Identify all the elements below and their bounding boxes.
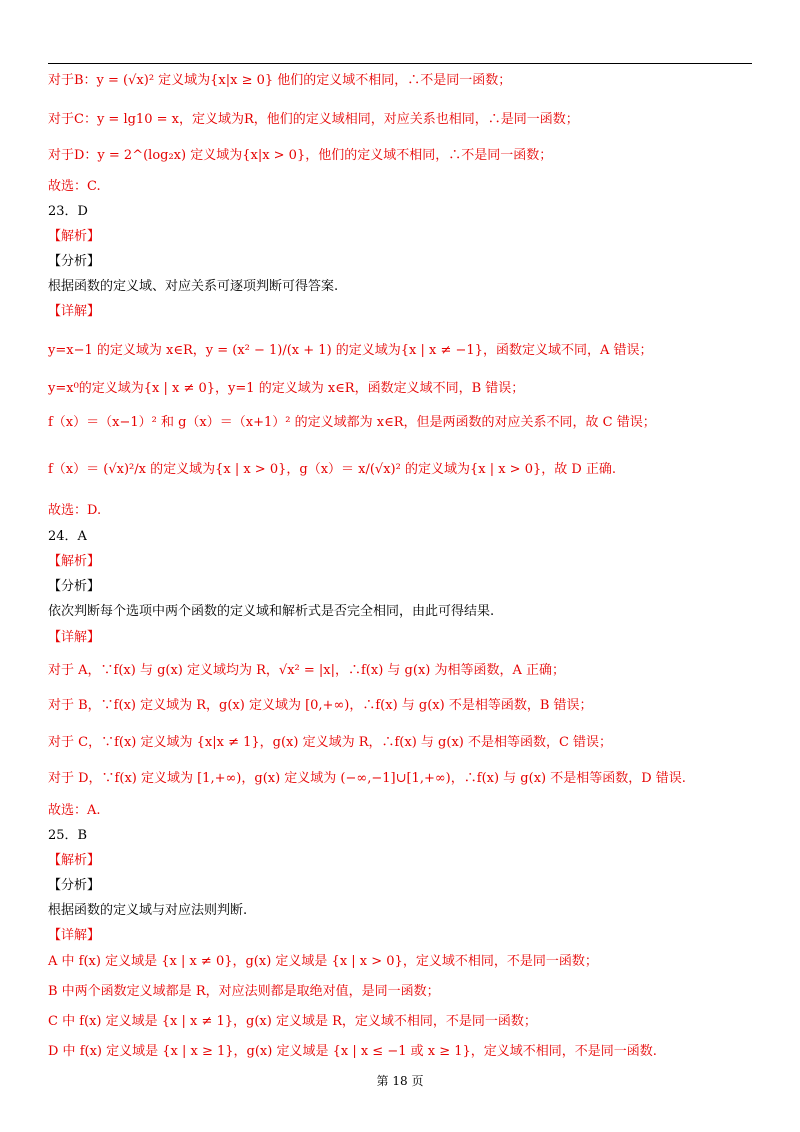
text-line: C 中 f(x) 定义域是 {x | x ≠ 1}，g(x) 定义域是 R，定义域不相同，不是同一函数； <box>48 1014 537 1029</box>
section-label: 【详解】 <box>48 928 101 943</box>
text-line: 对于B：y = (√x)² 定义域为{x|x ≥ 0} 他们的定义域不相同，∴不是同一函数； <box>48 73 512 88</box>
section-label: 【解析】 <box>48 853 101 868</box>
text-line: 依次判断每个选项中两个函数的定义域和解析式是否完全相同，由此可得结果. <box>48 604 495 619</box>
section-label: 【分析】 <box>48 254 101 269</box>
header-rule <box>48 63 752 64</box>
text-line: 对于 A，∵f(x) 与 g(x) 定义域均为 R，√x² = |x|，∴f(x) 与 g(x) 为相等函数，A 正确； <box>48 663 565 678</box>
section-label: 【详解】 <box>48 304 101 319</box>
section-label: 【解析】 <box>48 554 101 569</box>
text-line: 故选：C. <box>48 179 101 194</box>
section-label: 【详解】 <box>48 630 101 645</box>
question-number: 25．B <box>48 828 88 843</box>
text-line: 故选：D. <box>48 503 102 518</box>
text-line: f（x）＝ (√x)²/x 的定义域为{x | x > 0}，g（x）＝ x/(√x)² 的定义域为{x | x > 0}，故 D 正确. <box>48 462 617 477</box>
page-number: 第 18 页 <box>376 1074 424 1088</box>
text-line: 对于D：y = 2^(log₂x) 定义域为{x|x > 0}，他们的定义域不相同，∴不是同一函数； <box>48 148 553 163</box>
question-number: 23．D <box>48 204 88 219</box>
text-line: y=x⁰的定义域为{x | x ≠ 0}，y=1 的定义域为 x∈R，函数定义域不同，B 错误； <box>48 381 525 396</box>
text-line: 根据函数的定义域、对应关系可逐项判断可得答案. <box>48 279 339 294</box>
text-line: 对于 C，∵f(x) 定义域为 {x|x ≠ 1}，g(x) 定义域为 R，∴f(x) 与 g(x) 不是相等函数，C 错误； <box>48 735 613 750</box>
text-line: D 中 f(x) 定义域是 {x | x ≥ 1}，g(x) 定义域是 {x | x ≤ −1 或 x ≥ 1}，定义域不相同，不是同一函数. <box>48 1044 657 1059</box>
text-line: 对于 D，∵f(x) 定义域为 [1,+∞)，g(x) 定义域为 (−∞,−1]∪[1,+∞)，∴f(x) 与 g(x) 不是相等函数，D 错误. <box>48 771 686 786</box>
section-label: 【分析】 <box>48 878 101 893</box>
text-line: 对于C：y = lg10 = x，定义域为R，他们的定义域相同，对应关系也相同，∴是同一函数； <box>48 112 579 127</box>
text-line: y=x−1 的定义域为 x∈R，y = (x² − 1)/(x + 1) 的定义域为{x | x ≠ −1}，函数定义域不同，A 错误； <box>48 343 653 358</box>
text-line: 对于 B，∵f(x) 定义域为 R，g(x) 定义域为 [0,+∞)，∴f(x) 与 g(x) 不是相等函数，B 错误； <box>48 698 593 713</box>
text-line: A 中 f(x) 定义域是 {x | x ≠ 0}，g(x) 定义域是 {x | x > 0}，定义域不相同，不是同一函数； <box>48 954 598 969</box>
text-line: f（x）＝（x−1）² 和 g（x）＝（x+1）² 的定义域都为 x∈R，但是两函数的对应关系不同，故 C 错误； <box>48 415 656 430</box>
section-label: 【解析】 <box>48 229 101 244</box>
section-label: 【分析】 <box>48 579 101 594</box>
text-line: B 中两个函数定义域都是 R，对应法则都是取绝对值，是同一函数； <box>48 984 440 999</box>
text-line: 根据函数的定义域与对应法则判断. <box>48 903 248 918</box>
text-line: 故选：A. <box>48 803 101 818</box>
question-number: 24．A <box>48 529 87 544</box>
